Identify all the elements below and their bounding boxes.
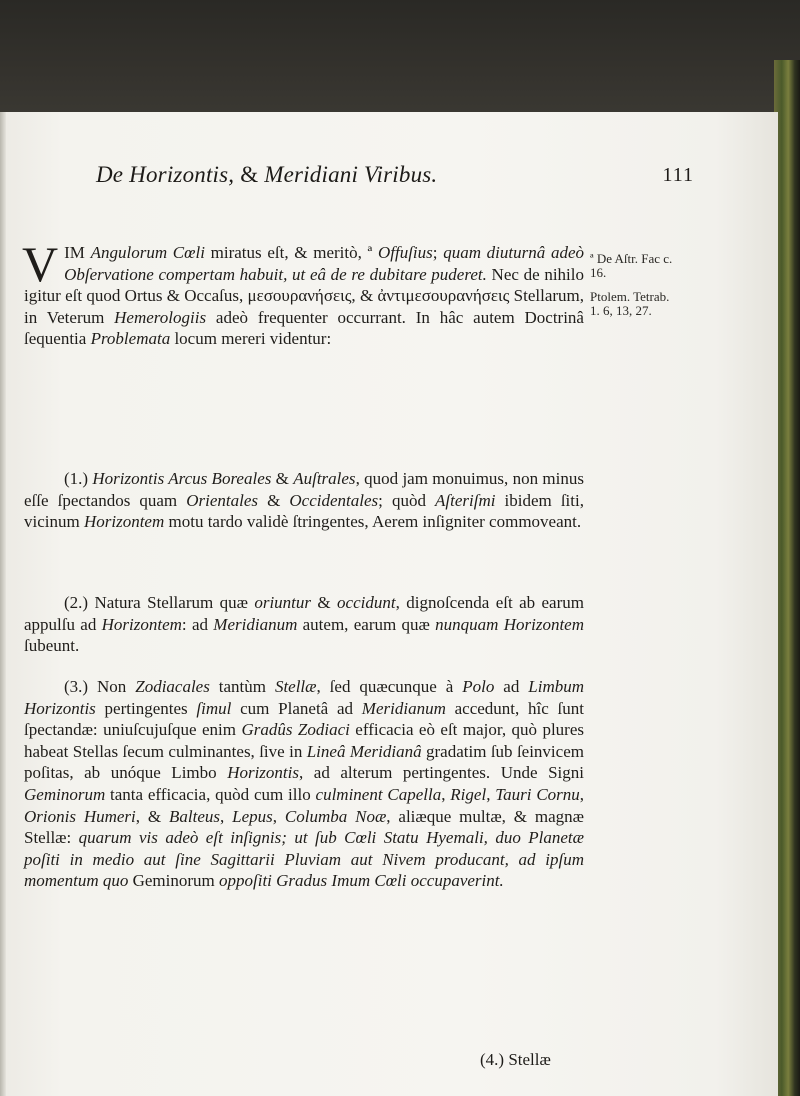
page-number: 111 bbox=[662, 164, 694, 186]
margin-note-2: Ptolem. Tetrab. 1. 6, 13, 27. bbox=[590, 289, 670, 318]
page-title bbox=[96, 162, 437, 188]
book-page bbox=[0, 112, 778, 1096]
title-part-2: Meridiani Viribus. bbox=[264, 162, 438, 187]
running-head bbox=[96, 162, 694, 198]
paragraph-1-number: (1.) bbox=[64, 469, 89, 488]
paragraph-2 bbox=[24, 592, 584, 657]
paragraph-3-number: (3.) bbox=[64, 677, 89, 696]
paragraph-2-text: Natura Stellarum quæ oriuntur & occidunt, dignoſcenda eſt ab earum appulſu ad Horizontem: ad Meridianum autem, earum quæ nunquam Horizontem ſubeunt. bbox=[24, 593, 584, 656]
intro-paragraph bbox=[22, 236, 585, 350]
paragraph-3-text: Non Zodiacales tantùm Stellæ, ſed quæcunque à Polo ad Limbum Horizontis pertingentes ſimul cum Planetâ ad Meridianum accedunt, hîc ſunt ſpectandæ: uniuſcujuſque enim Gradûs Zodiaci efficacia eò eſt major, quò plures habeat Stellas ſecum culminantes, ſive in Lineâ Meridianâ gradatim ſub ſeinvicem poſitas, ab unóque Limbo Horizontis, ad alterum pertingentes. Unde Signi Geminorum tanta efficacia, quòd cum illo culminent Capella, Rigel, Tauri Cornu, Orionis Humeri, & Balteus, Lepus, Columba Noæ, aliæque multæ, & magnæ Stellæ: quarum vis adeò eſt inſignis; ut ſub Cœli Statu Hyemali, duo Planetæ poſiti in medio aut ſine Sagittarii Pluviam aut Nivem producant, ad ipſum momentum quo Geminorum oppoſiti Gradus Imum Cœli occupaverint. bbox=[24, 677, 585, 891]
catchword: (4.) Stellæ bbox=[480, 1050, 551, 1069]
paragraph-1 bbox=[24, 468, 584, 533]
intro-text: IM Angulorum Cœli miratus eſt, & meritò, ª Offuſius; quam diuturnâ adeò Obſervatione compertam habuit, ut eâ de re dubitare puderet. Nec de nihilo igitur eſt quod Ortus & Occaſus, μεσουρανήσεις, & ἀντιμεσουρανήσεις Stellarum, in Veterum Hemerologiis adeò frequenter occurrant. In hâc autem Doctrinâ ſequentia Problemata locum mereri videntur: bbox=[24, 243, 585, 349]
title-ampersand: & bbox=[240, 162, 259, 187]
margin-note-1: ª De Aſtr. Fac c. 16. bbox=[590, 251, 673, 280]
scan-background bbox=[0, 0, 800, 130]
title-part-1: De Horizontis, bbox=[96, 162, 235, 187]
page-left-edge bbox=[0, 112, 6, 1096]
paragraph-2-number: (2.) bbox=[64, 593, 89, 612]
paragraph-3 bbox=[24, 676, 584, 892]
drop-cap: V bbox=[22, 236, 59, 292]
paragraph-1-text: Horizontis Arcus Boreales & Auſtrales, quod jam monuimus, non minus eſſe ſpectandos quam Orientales & Occidentales; quòd Aſteriſmi ibidem ſiti, vicinum Horizontem motu tardo validè ſtringentes, Aerem inſigniter commoveant. bbox=[24, 469, 584, 532]
